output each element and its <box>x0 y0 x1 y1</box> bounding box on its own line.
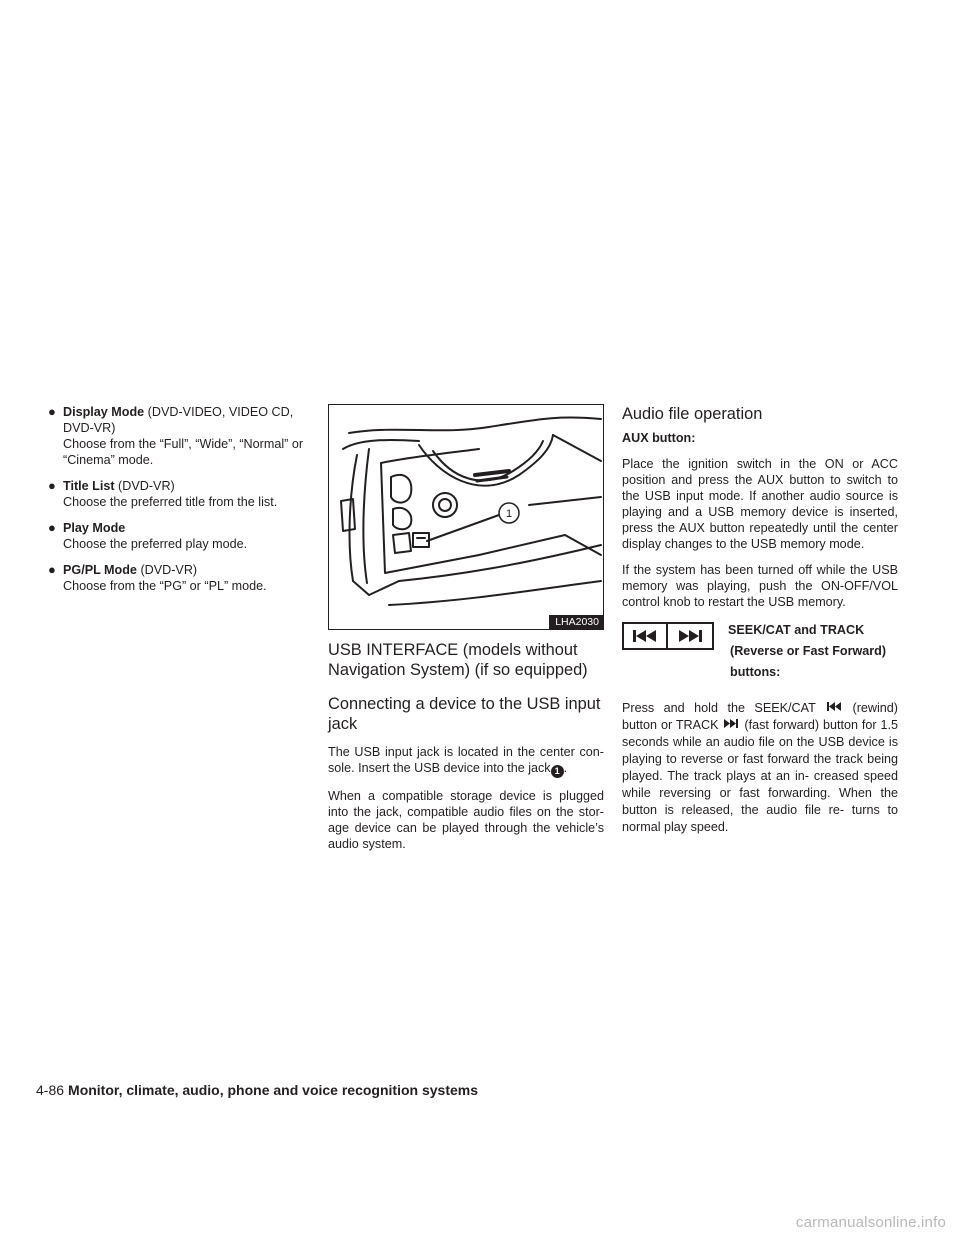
watermark: carmanualsonline.info <box>795 1214 946 1231</box>
item-description: Choose the preferred play mode. <box>63 537 248 551</box>
right-column <box>622 404 898 846</box>
caption-line-2: (Reverse or Fast Forward) <box>730 644 887 658</box>
console-drawing <box>329 405 603 629</box>
item-title: Display Mode <box>63 405 145 419</box>
subheading-line-1: Connecting a device to the USB input <box>328 695 601 713</box>
subsection-heading <box>328 694 604 734</box>
paragraph-text: The USB input jack is located in the center con- sole. Insert the USB device into the jack <box>328 745 604 775</box>
bullet-icon: ● <box>48 404 56 419</box>
heading-line-1: USB INTERFACE (models without <box>328 641 578 659</box>
button-caption <box>728 620 886 683</box>
item-title: Play Mode <box>63 521 126 535</box>
bullet-icon: ● <box>48 478 56 493</box>
middle-column <box>328 404 604 862</box>
page-number: 4-86 <box>36 1082 65 1098</box>
subheading-line-2: jack <box>328 715 358 733</box>
skip-forward-icon <box>677 630 703 642</box>
fast-forward-button <box>668 622 714 650</box>
rewind-button <box>622 622 668 650</box>
audio-file-heading: Audio file operation <box>622 405 763 423</box>
bullet-icon: ● <box>48 520 56 535</box>
usb-jack-illustration <box>328 404 604 630</box>
page-footer <box>36 1081 478 1099</box>
heading-line-2: Navigation System) (if so equipped) <box>328 661 588 679</box>
bullet-icon: ● <box>48 562 56 577</box>
seek-track-buttons <box>622 620 898 690</box>
item-description: Choose from the “Full”, “Wide”, “Normal” or “Cinema” mode. <box>63 437 304 467</box>
item-description: Choose from the “PG” or “PL” mode. <box>63 579 267 593</box>
chapter-title: Monitor, climate, audio, phone and voice recognition systems <box>68 1082 478 1098</box>
item-qualifier: (DVD-VR) <box>136 563 198 577</box>
list-item-play-mode <box>48 520 310 552</box>
figure-label: LHA2030 <box>549 615 603 629</box>
paragraph-seek-track <box>622 700 898 836</box>
paragraph-aux: Place the ignition switch in the ON or ACC position and press the AUX button to switch to the USB input mode. If another audio source is playing and a USB memory device is inserted, press the AUX button repeatedly until the center display changes to the USB memory mode. <box>622 457 898 551</box>
item-qualifier: (DVD-VIDEO, VIDEO CD, DVD-VR) <box>63 405 294 435</box>
paragraph-compatible-storage: When a compatible storage device is plugged into the jack, compatible audio files on the stor- age device can be played through the vehicle’s audio system. <box>328 789 604 851</box>
left-column <box>48 404 310 604</box>
list-item-display-mode <box>48 404 310 468</box>
item-qualifier: (DVD-VR) <box>114 479 175 493</box>
list-item-title-list <box>48 478 310 510</box>
paragraph-text-c: (fast forward) button for 1.5 seconds while an audio file on the USB device is playing to reverse or fast forward the track being played. The track plays at an in- creased speed while reversing or fast forwarding. When the button is released, the audio file re- turns to normal play speed. <box>622 718 899 834</box>
item-title: PG/PL Mode <box>63 563 137 577</box>
item-description: Choose the preferred title from the list. <box>63 495 278 509</box>
list-item-pg-pl-mode <box>48 562 310 594</box>
callout-number: 1 <box>505 508 513 520</box>
skip-back-icon <box>632 630 658 642</box>
paragraph-text-end: . <box>563 761 568 775</box>
item-title: Title List <box>63 479 115 493</box>
caption-line-1: SEEK/CAT and TRACK <box>728 623 865 637</box>
aux-button-label: AUX button: <box>622 431 696 445</box>
callout-reference: 1 <box>551 765 564 778</box>
button-illustration <box>622 622 714 650</box>
paragraph-text-b: (rewind) button or TRACK <box>622 701 899 732</box>
section-heading <box>328 640 604 680</box>
paragraph-usb-location <box>328 744 604 778</box>
fast-forward-inline-icon <box>724 719 738 728</box>
paragraph-text-a: Press and hold the SEEK/CAT <box>622 701 816 715</box>
caption-line-3: buttons: <box>730 665 781 679</box>
rewind-inline-icon <box>827 702 841 711</box>
paragraph-restart: If the system has been turned off while the USB memory was playing, push the ON-OFF/VOL control knob to restart the USB memory. <box>622 563 898 609</box>
